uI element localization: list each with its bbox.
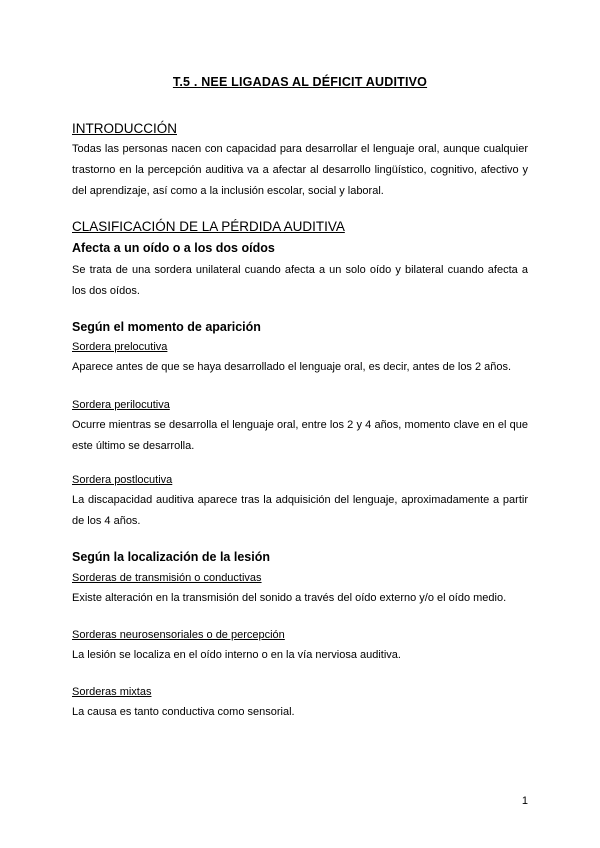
paragraph-perilocutiva: Ocurre mientras se desarrolla el lenguaje oral, entre los 2 y 4 años, momento clave en el que este último se desarrolla. (72, 419, 528, 452)
paragraph-neurosensoriales: La lesión se localiza en el oído interno o en la vía nerviosa auditiva. (72, 649, 401, 661)
subsection-heading-localizacion: Según la localización de la lesión (72, 550, 270, 564)
paragraph-introduccion: Todas las personas nacen con capacidad para desarrollar el lenguaje oral, aunque cualquier trastorno en la percepción auditiva va a afectar al desarrollo lingüístico, cognitivo, afectivo y del aprendizaje, así como a la inclusión escolar, social y laboral. (72, 143, 528, 197)
item-heading-mixtas: Sorderas mixtas (72, 686, 152, 698)
paragraph-prelocutiva: Aparece antes de que se haya desarrollado el lenguaje oral, es decir, antes de los 2 años. (72, 361, 512, 373)
item-heading-neurosensoriales: Sorderas neurosensoriales o de percepción (72, 629, 285, 641)
paragraph-transmision: Existe alteración en la transmisión del sonido a través del oído externo y/o el oído medio. (72, 592, 507, 604)
section-heading-introduccion: INTRODUCCIÓN (72, 121, 177, 136)
item-heading-postlocutiva: Sordera postlocutiva (72, 474, 173, 486)
paragraph-afecta: Se trata de una sordera unilateral cuando afecta a un solo oído y bilateral cuando afecta a los dos oídos. (72, 264, 528, 297)
item-heading-perilocutiva: Sordera perilocutiva (72, 399, 170, 411)
document-title: T.5 . NEE LIGADAS AL DÉFICIT AUDITIVO (172, 75, 428, 89)
subsection-heading-afecta: Afecta a un oído o a los dos oídos (72, 241, 275, 255)
item-heading-prelocutiva: Sordera prelocutiva (72, 341, 168, 353)
paragraph-postlocutiva: La discapacidad auditiva aparece tras la adquisición del lenguaje, aproximadamente a partir de los 4 años. (72, 494, 528, 527)
subsection-heading-momento: Según el momento de aparición (72, 320, 261, 334)
section-heading-clasificacion: CLASIFICACIÓN DE LA PÉRDIDA AUDITIVA (72, 219, 345, 234)
paragraph-mixtas: La causa es tanto conductiva como sensorial. (72, 706, 295, 718)
item-heading-transmision: Sorderas de transmisión o conductivas (72, 572, 262, 584)
page-number: 1 (521, 795, 528, 807)
